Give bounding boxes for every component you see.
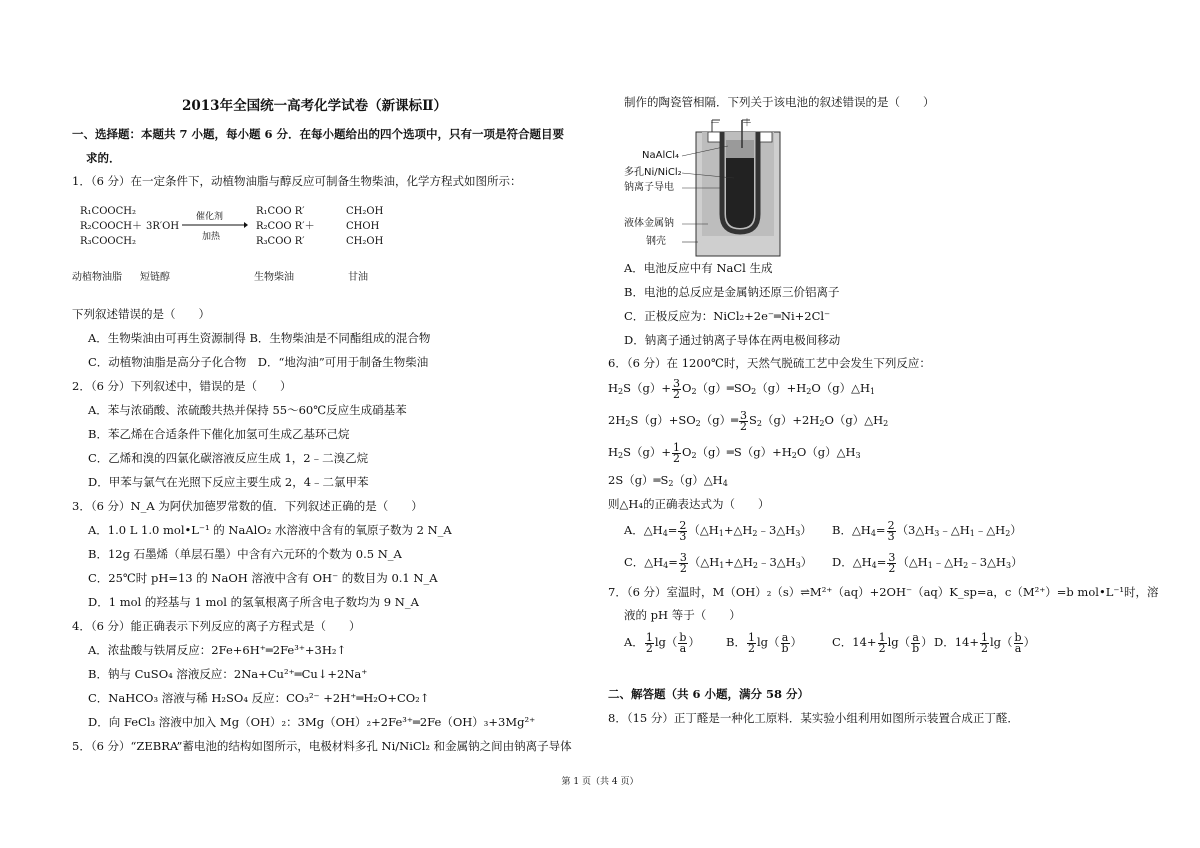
q1-option-cd: C．动植物油脂是高分子化合物 D．“地沟油”可用于制备生物柴油 <box>88 355 429 369</box>
q6-reaction-1: $H_2S(g)+$ $\frac{3}{2}$ $O_2(g)═SO_2(g)+H_2O(g)\triangle H_1$ <box>608 376 876 401</box>
reactant1-line1: R₁COOCH₂ <box>80 206 136 217</box>
q6-reaction-4: $2S(g)═S_2(g)\triangle H_4$ <box>608 473 728 488</box>
section2-heading: 二、解答题（共 6 小题，满分 58 分） <box>608 687 810 701</box>
label-oil: 动植物油脂 <box>72 272 122 283</box>
q3-option-a: A．1.0 L 1.0 mol•L⁻¹ 的 NaAlO₂ 水溶液中含有的氧原子数为 2 N_A <box>88 523 452 537</box>
q6-option-c: C．$\triangle H_4=$ $\frac{3}{2}$ $(\triangle H_1+\triangle H_2﹣3\triangle H_3)$ <box>624 550 813 575</box>
reactant2: 3R′OH <box>146 221 180 232</box>
q1-option-ab: A．生物柴油由可再生资源制得 B．生物柴油是不同酯组成的混合物 <box>88 331 431 345</box>
page-title: 2013年全国统一高考化学试卷（新课标Ⅱ） <box>182 98 447 114</box>
q7-stem-line2: 液的 pH 等于（ ） <box>624 608 741 622</box>
label-steel-shell: 钢壳 <box>646 236 666 247</box>
q6-option-b: B．$\triangle H_4=$ $\frac{2}{3}$ $(3\triangle H_3﹣\triangle H_1﹣\triangle H_2)$ <box>832 518 1022 543</box>
q5-stem-cont: 制作的陶瓷管相隔．下列关于该电池的叙述错误的是（ ） <box>624 95 935 109</box>
q4-option-d: D．向 FeCl₃ 溶液中加入 Mg（OH）₂：3Mg（OH）₂+2Fe³⁺═2Fe（OH）₃+3Mg²⁺ <box>88 715 536 729</box>
q7-option-c: C．14+ $\frac{1}{2}$ lg（ $\frac{a}{b}$ ） <box>832 630 933 655</box>
reactant1-line2: R₂COOCH＋ <box>80 221 142 232</box>
q3-option-b: B．12g 石墨烯（单层石墨）中含有六元环的个数为 0.5 N_A <box>88 547 402 561</box>
product1-line3: R₃COO R′ <box>256 236 305 247</box>
q7-option-b: B． $\frac{1}{2}$ lg（ $\frac{a}{b}$ ） <box>726 630 803 655</box>
q6-reaction-2: $2H_2S(g)+SO_2(g)═$ $\frac{3}{2}$ $S_2(g)+2H_2O(g)\triangle H_2$ <box>608 408 889 433</box>
label-na-conductor: 钠离子导电 <box>624 182 674 193</box>
zebra-battery-diagram <box>624 118 784 260</box>
q4-option-c: C．NaHCO₃ 溶液与稀 H₂SO₄ 反应：CO₃²⁻ +2H⁺═H₂O+CO₂↑ <box>88 691 430 705</box>
q6-option-d: D．$\triangle H_4=$ $\frac{3}{2}$ $(\triangle H_1﹣\triangle H_2﹣3\triangle H_3)$ <box>832 550 1023 575</box>
label-alcohol: 短链醇 <box>140 272 170 283</box>
q4-stem: 4．（6 分）能正确表示下列反应的离子方程式是（ ） <box>72 619 361 633</box>
heat-label: 加热 <box>202 232 221 242</box>
q1-ask: 下列叙述错误的是（ ） <box>72 307 210 321</box>
q2-stem: 2．（6 分）下列叙述中，错误的是（ ） <box>72 379 292 393</box>
reactant1-line3: R₃COOCH₂ <box>80 236 136 247</box>
q5-option-b: B．电池的总反应是金属钠还原三价铝离子 <box>624 285 840 299</box>
product2-line3: CH₂OH <box>346 236 384 247</box>
q5-option-d: D．钠离子通过钠离子导体在两电极间移动 <box>624 333 841 347</box>
q7-option-a: A． $\frac{1}{2}$ lg（ $\frac{b}{a}$ ） <box>624 630 700 655</box>
catalyst-label: 催化剂 <box>196 212 224 222</box>
q4-option-b: B．钠与 CuSO₄ 溶液反应：2Na+Cu²⁺═Cu↓+2Na⁺ <box>88 667 368 681</box>
label-biodiesel: 生物柴油 <box>254 272 294 283</box>
q7-option-d: D．14+ $\frac{1}{2}$ lg（ $\frac{b}{a}$ ） <box>934 630 1036 655</box>
q5-option-a: A．电池反应中有 NaCl 生成 <box>624 261 773 275</box>
q1-stem: 1．（6 分）在一定条件下，动植物油脂与醇反应可制备生物柴油，化学方程式如图所示： <box>72 174 522 188</box>
q2-option-d: D．甲苯与氯气在光照下反应主要生成 2，4﹣二氯甲苯 <box>88 475 369 489</box>
product1-line1: R₁COO R′ <box>256 206 305 217</box>
q6-ask: 则△H₄的正确表达式为（ ） <box>608 497 770 511</box>
q6-option-a: A．$\triangle H_4=$ $\frac{2}{3}$ $(\triangle H_1+\triangle H_2﹣3\triangle H_3)$ <box>624 518 812 543</box>
q5-option-c: C．正极反应为：NiCl₂+2e⁻═Ni+2Cl⁻ <box>624 309 831 323</box>
product2-line1: CH₂OH <box>346 206 384 217</box>
label-naalcl4: NaAlCl₄ <box>642 150 679 161</box>
q7-stem-line1: 7．（6 分）室温时，M（OH）₂（s）⇌M²⁺（aq）+2OH⁻（aq）K_sp=a，c（M²⁺）=b mol•L⁻¹时，溶 <box>608 585 1159 599</box>
q2-option-b: B．苯乙烯在合适条件下催化加氢可生成乙基环己烷 <box>88 427 350 441</box>
q5-stem: 5．（6 分）“ZEBRA”蓄电池的结构如图所示，电极材料多孔 Ni/NiCl₂ 和金属钠之间由钠离子导体 <box>72 739 572 753</box>
plus-terminal-label: ＋ <box>742 118 752 129</box>
q4-option-a: A．浓盐酸与铁屑反应：2Fe+6H⁺═2Fe³⁺+3H₂↑ <box>88 643 347 657</box>
label-glycerol: 甘油 <box>348 272 368 283</box>
q8-stem: 8．（15 分）正丁醛是一种化工原料．某实验小组利用如图所示装置合成正丁醛． <box>608 711 1019 725</box>
product1-line2: R₂COO R′＋ <box>256 221 315 232</box>
section1-heading-line1: 一、选择题：本题共 7 小题，每小题 6 分．在每小题给出的四个选项中，只有一项是符合题目要 <box>72 127 565 141</box>
page-footer: 第 1 页（共 4 页） <box>561 777 639 787</box>
q3-option-c: C．25℃时 pH=13 的 NaOH 溶液中含有 OH⁻ 的数目为 0.1 N_A <box>88 571 438 585</box>
label-liquid-na: 液体金属钠 <box>624 218 674 229</box>
minus-terminal-label: － <box>710 118 720 129</box>
label-porous-ni: 多孔Ni/NiCl₂ <box>624 167 682 178</box>
q6-reaction-3: $H_2S(g)+$ $\frac{1}{2}$ $O_2(g)═S(g)+H_2O(g)\triangle H_3$ <box>608 440 861 465</box>
q2-option-c: C．乙烯和溴的四氯化碳溶液反应生成 1，2﹣二溴乙烷 <box>88 451 369 465</box>
q2-option-a: A．苯与浓硝酸、浓硫酸共热并保持 55～60℃反应生成硝基苯 <box>88 403 407 417</box>
q3-stem: 3．（6 分）N_A 为阿伏加德罗常数的值．下列叙述正确的是（ ） <box>72 499 423 513</box>
q3-option-d: D．1 mol 的羟基与 1 mol 的氢氧根离子所含电子数均为 9 N_A <box>88 595 419 609</box>
q6-stem: 6．（6 分）在 1200℃时，天然气脱硫工艺中会发生下列反应： <box>608 356 931 370</box>
product2-line2: CHOH <box>346 221 380 232</box>
section1-heading-line2: 求的． <box>86 151 121 165</box>
